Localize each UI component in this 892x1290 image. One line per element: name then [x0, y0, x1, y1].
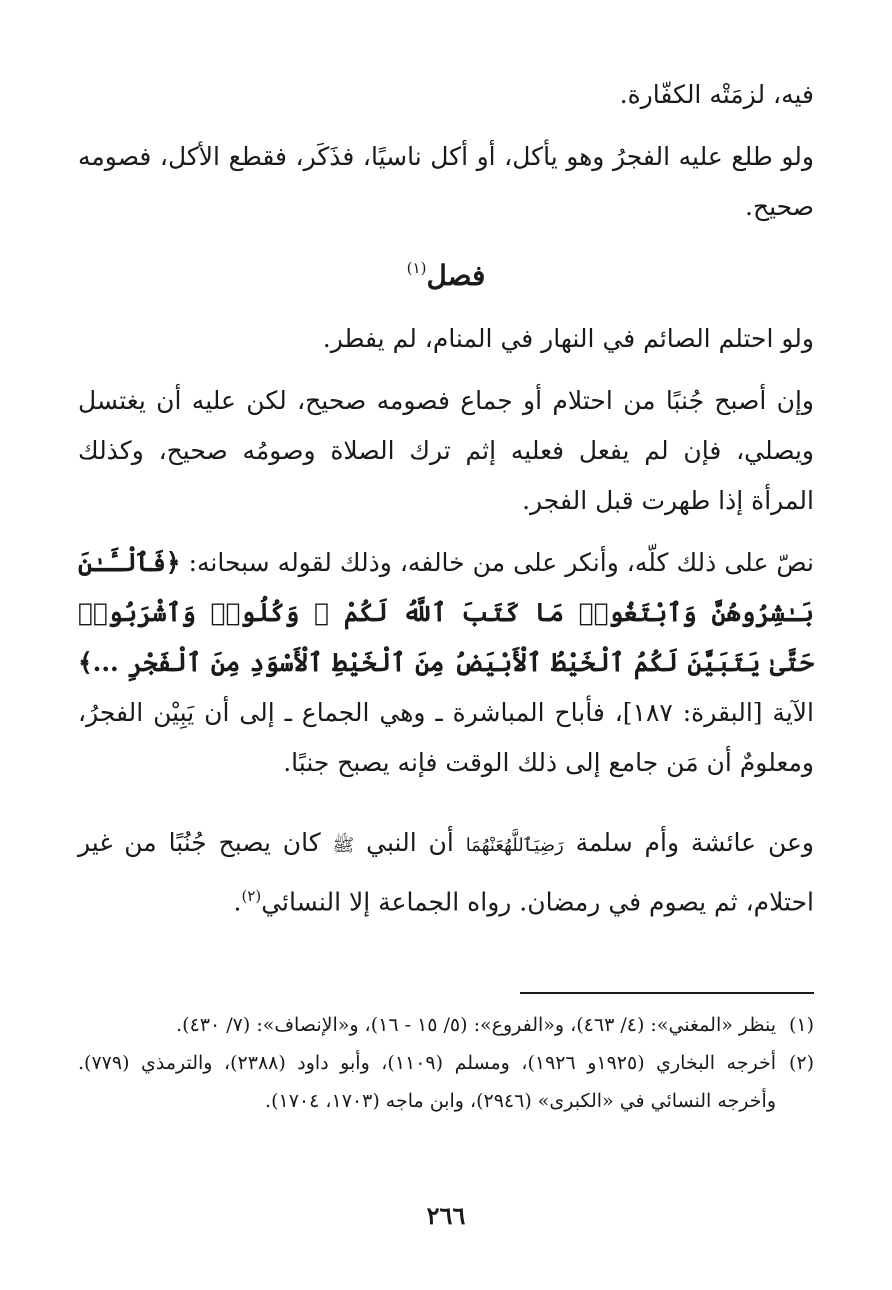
- section-heading: [78, 240, 814, 304]
- paragraph-hadith: [78, 818, 814, 927]
- section-heading-title: فصل: [426, 259, 486, 292]
- footnote-1: [78, 1006, 814, 1044]
- honorific-radiyallahu-anhuma: رَضِيَٱللَّهُعَنْهُمَا: [465, 835, 564, 856]
- footnote-number: (٢): [788, 1052, 814, 1074]
- footnotes: [78, 1006, 814, 1120]
- paragraph-junub: وإن أصبح جُنبًا من احتلام أو جماع فصومه صحيح، لكن عليه أن يغتسل ويصلي، فإن لم يفعل فعليه إثم ترك الصلاة وصومُه صحيح، وكذلك المرأة إذا طهرت قبل الفجر.: [78, 386, 814, 515]
- honorific-salla-allahu-alayhi-wasallam: ﷺ: [332, 835, 355, 856]
- footnote-ref-2: (٢): [241, 887, 262, 905]
- footnote-ref-1: (١): [406, 259, 427, 277]
- hadith-text-end: كان يصبح جُنُبًا من غير احتلام، ثم يصوم في رمضان. رواه الجماعة إلا النسائي: [78, 828, 814, 917]
- footnote-2: [78, 1044, 814, 1120]
- page-number: ٢٦٦: [426, 1201, 466, 1230]
- footnote-text: أخرجه البخاري (١٩٢٥و ١٩٢٦)، ومسلم (١١٠٩)، وأبو داود (٢٣٨٨)، والترمذي (٧٧٩). وأخرجه النسائي في «الكبرى» (٢٩٤٦)، وابن ماجه (١٧٠٣، ١٧٠٤).: [78, 1052, 776, 1112]
- paragraph-wet-dream: ولو احتلم الصائم في النهار في المنام، لم يفطر.: [322, 324, 814, 353]
- paragraph-dawn-eating: ولو طلع عليه الفجرُ وهو يأكل، أو أكل ناسيًا، فذَكَر، فقطع الأكل، فصومه صحيح.: [78, 142, 814, 221]
- footnote-number: (١): [788, 1014, 814, 1036]
- paragraph-continuation: فيه، لزمَتْه الكفّارة.: [619, 80, 814, 109]
- footnote-text: ينظر «المغني»: (٤/ ٤٦٣)، و«الفروع»: (٥/ ١٥ - ١٦)، و«الإنصاف»: (٧/ ٤٣٠).: [176, 1014, 776, 1036]
- hadith-text-middle: أن النبي: [354, 828, 466, 857]
- hadith-text-start: وعن عائشة وأم سلمة: [563, 828, 814, 857]
- hadith-final-period: .: [233, 887, 242, 917]
- evidence-conclusion: الآية [البقرة: ١٨٧]، فأباح المباشرة ـ وهي الجماع ـ إلى أن يَبِيْن الفجرُ، ومعلومٌ أن مَن جامع إلى ذلك الوقت فإنه يصبح جنبًا.: [78, 698, 814, 777]
- footnote-separator: [520, 992, 814, 994]
- quran-verse: ﴿فَٱلْـَٔـٰنَ بَـٰشِرُوهُنَّ وَٱبْتَغُوا۟ مَا كَتَبَ ٱللَّهُ لَكُمْ ۚ وَكُلُوا۟ وَٱشْرَبُوا۟ حَتَّىٰ يَتَبَيَّنَ لَكُمُ ٱلْخَيْطُ ٱلْأَبْيَضُ مِنَ ٱلْخَيْطِ ٱلْأَسْوَدِ مِنَ ٱلْفَجْرِ ...﴾: [78, 548, 814, 677]
- evidence-intro: نصّ على ذلك كلّه، وأنكر على من خالفه، وذلك لقوله سبحانه:: [188, 548, 815, 577]
- paragraph-quran-evidence: [78, 538, 814, 788]
- document-page: [78, 0, 814, 1290]
